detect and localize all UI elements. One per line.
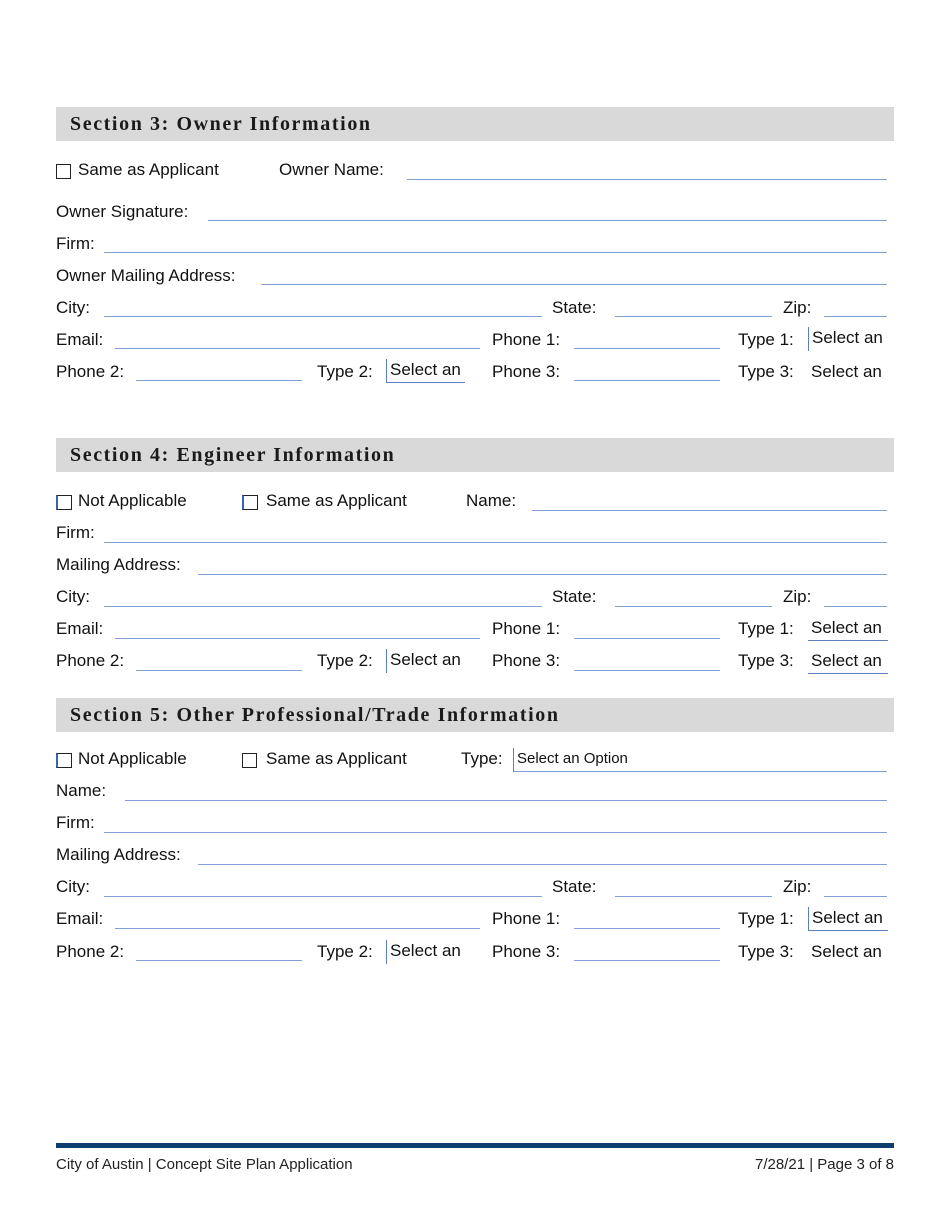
s5-name-field[interactable]	[125, 783, 887, 801]
s5-firm-field[interactable]	[104, 815, 887, 833]
s4-zip-field[interactable]	[824, 589, 887, 607]
s4-phone2-field[interactable]	[136, 653, 302, 671]
s5-type1-label: Type 1:	[738, 909, 794, 928]
s5-state-label: State:	[552, 877, 597, 896]
s3-owner-signature-field[interactable]	[208, 203, 887, 221]
s4-phone1-field[interactable]	[574, 621, 720, 639]
s5-type1-select[interactable]: Select an	[808, 907, 888, 931]
s3-phone2-field[interactable]	[136, 363, 302, 381]
s5-zip-field[interactable]	[824, 879, 887, 897]
s5-phone1-label: Phone 1:	[492, 909, 561, 928]
s5-same-as-applicant-checkbox[interactable]	[242, 753, 257, 768]
s3-email-label: Email:	[56, 330, 104, 349]
s3-firm-field[interactable]	[104, 235, 887, 253]
s5-not-applicable-checkbox[interactable]	[56, 753, 72, 768]
s3-type1-label: Type 1:	[738, 330, 794, 349]
section5-title: Section 5: Other Professional/Trade Information	[70, 704, 560, 726]
s3-phone2-label: Phone 2:	[56, 362, 125, 381]
s3-zip-field[interactable]	[824, 299, 887, 317]
s4-mailing-address-label: Mailing Address:	[56, 555, 181, 574]
s4-zip-label: Zip:	[783, 587, 812, 606]
s4-city-label: City:	[56, 587, 90, 606]
section4-header	[56, 438, 894, 472]
s5-mailing-address-label: Mailing Address:	[56, 845, 181, 864]
s5-city-field[interactable]	[104, 879, 542, 897]
s4-city-field[interactable]	[104, 589, 542, 607]
s3-same-as-applicant-checkbox[interactable]	[56, 164, 71, 179]
s3-type2-label: Type 2:	[317, 362, 373, 381]
s4-type1-select[interactable]: Select an	[808, 617, 888, 641]
s4-type3-label: Type 3:	[738, 651, 794, 670]
s3-phone3-field[interactable]	[574, 363, 720, 381]
s3-type1-select[interactable]: Select an	[808, 327, 888, 351]
s3-type3-label: Type 3:	[738, 362, 794, 381]
s3-city-label: City:	[56, 298, 90, 317]
section4-title: Section 4: Engineer Information	[70, 444, 396, 466]
s3-firm-label: Firm:	[56, 234, 95, 253]
s3-owner-name-label: Owner Name:	[279, 160, 384, 179]
s5-type2-select[interactable]: Select an	[386, 940, 465, 964]
s3-owner-name-field[interactable]	[407, 162, 887, 180]
s3-phone1-field[interactable]	[574, 331, 720, 349]
s3-mailing-address-field[interactable]	[261, 267, 887, 285]
s4-name-field[interactable]	[532, 493, 887, 511]
s5-type-select[interactable]: Select an Option	[513, 748, 887, 772]
s3-state-label: State:	[552, 298, 597, 317]
s5-type3-label: Type 3:	[738, 942, 794, 961]
s5-phone2-label: Phone 2:	[56, 942, 125, 961]
s3-same-as-applicant-label: Same as Applicant	[78, 160, 219, 179]
s4-email-label: Email:	[56, 619, 104, 638]
s3-type2-select[interactable]: Select an	[386, 359, 465, 383]
footer-title: City of Austin | Concept Site Plan Application	[56, 1156, 353, 1173]
footer-page-info: 7/28/21 | Page 3 of 8	[754, 1156, 894, 1173]
s4-email-field[interactable]	[115, 621, 480, 639]
s4-name-label: Name:	[466, 491, 517, 510]
s4-not-applicable-checkbox[interactable]	[56, 495, 72, 510]
s5-same-as-applicant-label: Same as Applicant	[266, 749, 407, 768]
s3-phone3-label: Phone 3:	[492, 362, 561, 381]
section5-header	[56, 698, 894, 732]
s3-city-field[interactable]	[104, 299, 542, 317]
s4-state-label: State:	[552, 587, 597, 606]
section3-header	[56, 107, 894, 141]
s3-mailing-address-label: Owner Mailing Address:	[56, 266, 236, 285]
s5-city-label: City:	[56, 877, 90, 896]
s4-type3-select[interactable]: Select an	[808, 650, 888, 674]
s3-email-field[interactable]	[115, 331, 480, 349]
s5-phone2-field[interactable]	[136, 943, 302, 961]
s4-type2-label: Type 2:	[317, 651, 373, 670]
s5-phone3-field[interactable]	[574, 943, 720, 961]
s4-state-field[interactable]	[615, 589, 772, 607]
s5-type-label: Type:	[461, 749, 503, 768]
s5-zip-label: Zip:	[783, 877, 812, 896]
s5-email-label: Email:	[56, 909, 104, 928]
footer-rule	[56, 1143, 894, 1148]
s4-same-as-applicant-checkbox[interactable]	[242, 495, 258, 510]
s4-firm-label: Firm:	[56, 523, 95, 542]
s5-phone1-field[interactable]	[574, 911, 720, 929]
s3-phone1-label: Phone 1:	[492, 330, 561, 349]
s5-type2-label: Type 2:	[317, 942, 373, 961]
s3-type3-select[interactable]: Select an	[811, 362, 882, 381]
s4-same-as-applicant-label: Same as Applicant	[266, 491, 407, 510]
s5-state-field[interactable]	[615, 879, 772, 897]
s5-type3-select[interactable]: Select an	[811, 942, 882, 961]
s5-not-applicable-label: Not Applicable	[78, 749, 187, 768]
s4-firm-field[interactable]	[104, 525, 887, 543]
s5-email-field[interactable]	[115, 911, 480, 929]
s4-type2-select[interactable]: Select an	[386, 649, 465, 673]
s4-phone1-label: Phone 1:	[492, 619, 561, 638]
s3-state-field[interactable]	[615, 299, 772, 317]
s4-type1-label: Type 1:	[738, 619, 794, 638]
s5-firm-label: Firm:	[56, 813, 95, 832]
s5-name-label: Name:	[56, 781, 107, 800]
s4-phone3-label: Phone 3:	[492, 651, 561, 670]
s4-phone3-field[interactable]	[574, 653, 720, 671]
s4-not-applicable-label: Not Applicable	[78, 491, 187, 510]
s3-zip-label: Zip:	[783, 298, 812, 317]
s5-mailing-address-field[interactable]	[198, 847, 887, 865]
s4-phone2-label: Phone 2:	[56, 651, 125, 670]
s4-mailing-address-field[interactable]	[198, 557, 887, 575]
s5-phone3-label: Phone 3:	[492, 942, 561, 961]
s3-owner-signature-label: Owner Signature:	[56, 202, 189, 221]
section3-title: Section 3: Owner Information	[70, 113, 372, 135]
